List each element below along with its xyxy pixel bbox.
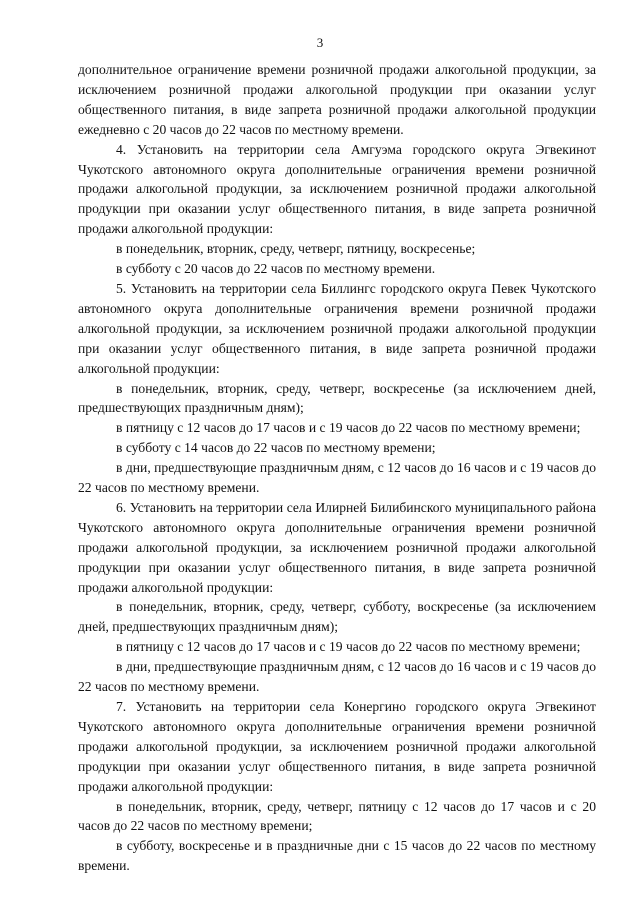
paragraph: в пятницу с 12 часов до 17 часов и с 19 часов до 22 часов по местному времени; xyxy=(116,639,581,655)
paragraph: 7. Установить на территории села Конергино городского округа Эгвекинот Чукотского автономного округа дополнительные ограничения времени розничной продажи алкогольной продукции, за исключением розничной продажи алкогольной продукции при оказании услуг общественного питания, в виде запрета розничной продажи алкогольной продукции: xyxy=(78,699,596,794)
paragraph: в понедельник, вторник, среду, четверг, субботу, воскресенье (за исключением дней, предшествующих праздничным дням); xyxy=(78,599,596,635)
paragraph: в понедельник, вторник, среду, четверг, воскресенье (за исключением дней, предшествующих праздничным дням); xyxy=(78,380,596,416)
paragraph: дополнительное ограничение времени розничной продажи алкогольной продукции, за исключением розничной продажи алкогольной продукции при оказании услуг общественного питания, в виде запрета розничной продажи алкогольной продукции ежедневно с 20 часов до 22 часов по местному времени. xyxy=(78,62,596,137)
paragraph: в дни, предшествующие праздничным дням, с 12 часов до 16 часов и с 19 часов до 22 часов по местному времени. xyxy=(78,659,596,695)
paragraph: в пятницу с 12 часов до 17 часов и с 19 часов до 22 часов по местному времени; xyxy=(116,420,581,436)
page-number: 3 xyxy=(316,35,324,50)
paragraph: 6. Установить на территории села Илирней Билибинского муниципального района Чукотского автономного округа дополнительные ограничения времени розничной продажи алкогольной продукции, за исключением розничной продажи алкогольной продукции при оказании услуг общественного питания, в виде запрета розничной продажи алкогольной продукции: xyxy=(78,499,596,595)
paragraph: в понедельник, вторник, среду, четверг, пятницу с 12 часов до 17 часов и с 20 часов до 22 часов по местному времени; xyxy=(78,798,596,834)
paragraph: в понедельник, вторник, среду, четверг, пятницу, воскресенье; xyxy=(116,241,476,257)
document-body xyxy=(78,60,596,876)
paragraph: в субботу с 14 часов до 22 часов по местному времени; xyxy=(116,440,436,456)
paragraph: 4. Установить на территории села Амгуэма городского округа Эгвекинот Чукотского автономного округа дополнительные ограничения времени розничной продажи алкогольной продукции, за исключением розничной продажи алкогольной продукции при оказании услуг общественного питания, в виде запрета розничной продажи алкогольной продукции: xyxy=(78,141,596,237)
paragraph: в дни, предшествующие праздничным дням, с 12 часов до 16 часов и с 19 часов до 22 часов по местному времени. xyxy=(78,460,596,496)
paragraph: 5. Установить на территории села Биллингс городского округа Певек Чукотского автономного округа дополнительные ограничения времени розничной продажи алкогольной продукции, за исключением розничной продажи алкогольной продукции при оказании услуг общественного питания, в виде запрета розничной продажи алкогольной продукции: xyxy=(78,280,596,376)
paragraph: в субботу, воскресенье и в праздничные дни с 15 часов до 22 часов по местному времени. xyxy=(78,838,596,874)
paragraph: в субботу с 20 часов до 22 часов по местному времени. xyxy=(116,261,436,277)
